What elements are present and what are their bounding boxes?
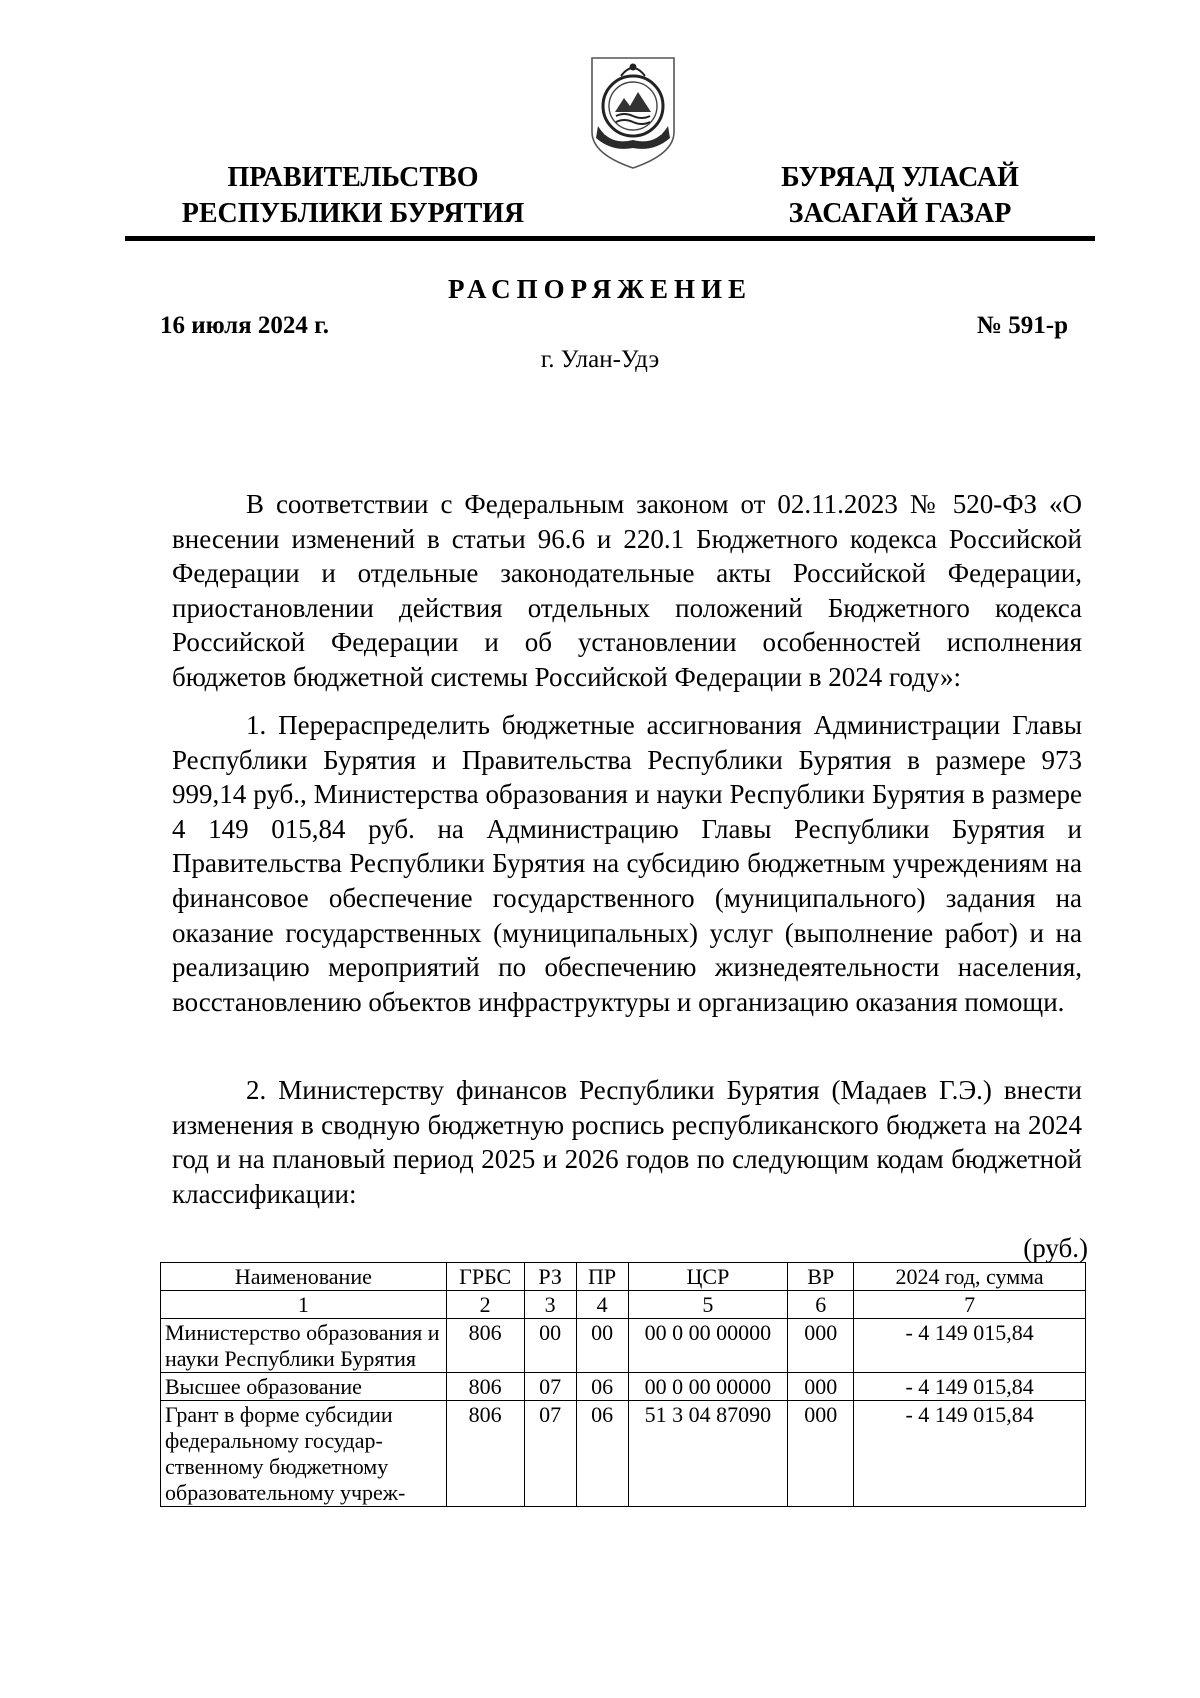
header-vr: ВР xyxy=(788,1263,854,1291)
row-sum: - 4 149 015,84 xyxy=(854,1319,1086,1373)
intro-paragraph: В соответствии с Федеральным законом от 02.11.2023 № 520-ФЗ «О внесении изменений в статьи 96.6 и 220.1 Бюджетного кодекса Российской Федерации и отдельные законодательные акты Российской Федерации, приостановлении действия отдельных положений Бюджетного кодекса Российской Федерации и об установлении особенностей исполнения бюджетов бюджетной системы Российской Федерации в 2024 году»: xyxy=(172,489,1082,692)
header-sum: 2024 год, сумма xyxy=(854,1263,1086,1291)
row-name: Высшее образование xyxy=(161,1373,447,1401)
row-csr: 51 3 04 87090 xyxy=(628,1401,788,1507)
row-csr: 00 0 00 00000 xyxy=(628,1319,788,1373)
header-rz: РЗ xyxy=(524,1263,576,1291)
government-name-bua-line1: БУРЯАД УЛАСАЙ xyxy=(781,162,1019,193)
item-1-paragraph: 1. Перераспределить бюджетные ассигнования Администрации Главы Республики Бурятия и Правительства Республики Бурятия в размере 973 999,14 руб., Министерства образования и науки Республики Бурятия в размере 4 149 015,84 руб. на Администрацию Главы Республики Бурятия и Правительства Республики Бурятия на субсидию бюджетным учреждениям на финансовое обеспечение государственного (муниципального) задания на оказание государственных (муниципальных) услуг (выполнение работ) и на реализацию мероприятий по обеспечению жизнедеятельности населения, восстановлению объектов инфраструктуры и организацию оказания помощи. xyxy=(172,710,1082,1017)
column-number: 1 xyxy=(161,1291,447,1319)
table-unit-label: (руб.) xyxy=(1023,1233,1088,1263)
row-vr: 000 xyxy=(788,1319,854,1373)
row-grbs: 806 xyxy=(446,1401,524,1507)
column-number: 3 xyxy=(524,1291,576,1319)
header-pr: ПР xyxy=(576,1263,628,1291)
government-name-bua-line2: ЗАСАГАЙ ГАЗАР xyxy=(788,198,1012,229)
document-date: 16 июля 2024 г. xyxy=(160,312,329,339)
header-csr: ЦСР xyxy=(628,1263,788,1291)
row-grbs: 806 xyxy=(446,1373,524,1401)
table-row xyxy=(161,1401,1086,1507)
column-number: 5 xyxy=(628,1291,788,1319)
government-name-ru-line2: РЕСПУБЛИКИ БУРЯТИЯ xyxy=(181,198,525,229)
item-2-paragraph: 2. Министерству финансов Республики Бурятия (Мадаев Г.Э.) внести изменения в сводную бюджетную роспись республиканского бюджета на 2024 год и на плановый период 2025 и 2026 годов по следующим кодам бюджетной классификации: xyxy=(172,1075,1082,1209)
government-name-ru-line1: ПРАВИТЕЛЬСТВО xyxy=(227,162,479,193)
coat-of-arms-emblem xyxy=(588,54,678,172)
row-rz: 07 xyxy=(524,1373,576,1401)
row-pr: 06 xyxy=(576,1401,628,1507)
header-divider xyxy=(125,236,1095,241)
row-csr: 00 0 00 00000 xyxy=(628,1373,788,1401)
table-column-numbers-row xyxy=(161,1291,1086,1319)
column-number: 6 xyxy=(788,1291,854,1319)
document-city: г. Улан-Удэ xyxy=(540,346,660,373)
header-grbs: ГРБС xyxy=(446,1263,524,1291)
document-title: РАСПОРЯЖЕНИЕ xyxy=(447,274,753,304)
table-row xyxy=(161,1319,1086,1373)
row-vr: 000 xyxy=(788,1373,854,1401)
table-row xyxy=(161,1373,1086,1401)
coat-of-arms-icon xyxy=(588,54,678,172)
row-pr: 06 xyxy=(576,1373,628,1401)
column-number: 4 xyxy=(576,1291,628,1319)
table-header-row xyxy=(161,1263,1086,1291)
row-rz: 07 xyxy=(524,1401,576,1507)
row-name: Грант в форме субсидии федеральному государственному бюджетному образовательному учреж- xyxy=(161,1401,447,1507)
row-pr: 00 xyxy=(576,1319,628,1373)
document-number: № 591-р xyxy=(976,312,1068,339)
header-name: Наименование xyxy=(161,1263,447,1291)
column-number: 7 xyxy=(854,1291,1086,1319)
budget-classification-table xyxy=(160,1262,1086,1507)
row-name: Министерство образования и науки Республики Бурятия xyxy=(161,1319,447,1373)
row-sum: - 4 149 015,84 xyxy=(854,1401,1086,1507)
government-name-russian xyxy=(168,160,538,232)
row-vr: 000 xyxy=(788,1401,854,1507)
row-grbs: 806 xyxy=(446,1319,524,1373)
column-number: 2 xyxy=(446,1291,524,1319)
row-sum: - 4 149 015,84 xyxy=(854,1373,1086,1401)
row-rz: 00 xyxy=(524,1319,576,1373)
government-name-buryat xyxy=(760,160,1040,232)
